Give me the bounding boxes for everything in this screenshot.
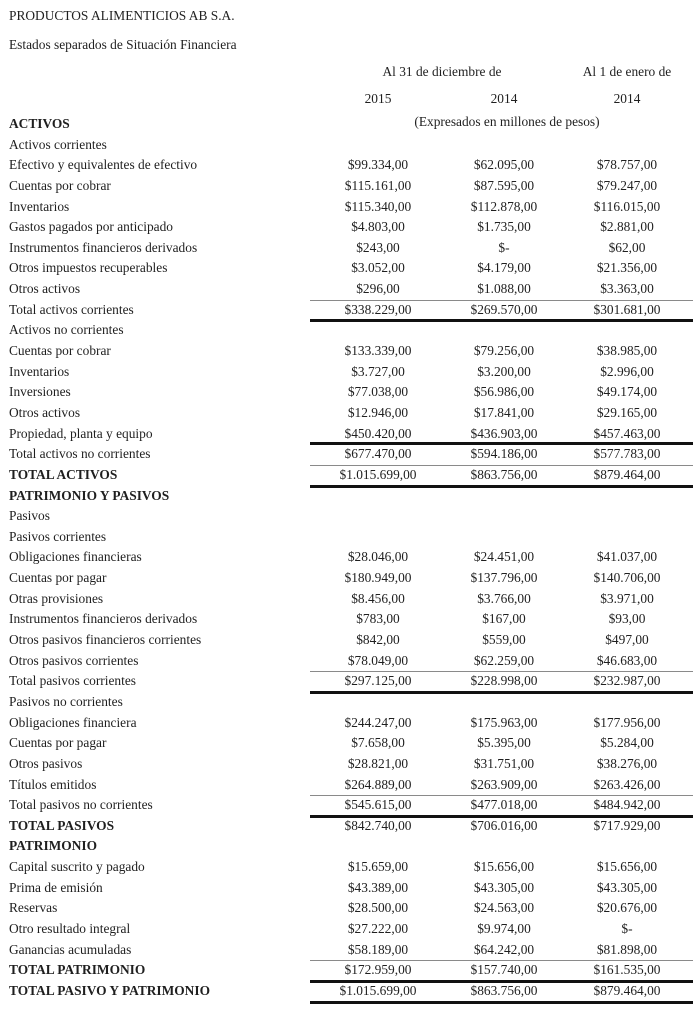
row-value-col-1: $28.821,00 — [347, 755, 409, 771]
row-label: Instrumentos financieros derivados — [9, 611, 198, 627]
row-value-col-1: $8.456,00 — [351, 590, 405, 606]
table-row — [0, 300, 700, 321]
table-row — [0, 238, 700, 259]
rule-above — [310, 960, 693, 961]
row-value-col-1: $264.889,00 — [344, 776, 412, 792]
row-label: Prima de emisión — [9, 879, 103, 895]
row-value-col-1: $296,00 — [356, 281, 400, 297]
row-value-col-2: $269.570,00 — [470, 301, 538, 317]
row-value-col-3: $46.683,00 — [596, 652, 658, 668]
row-value-col-2: $863.756,00 — [470, 466, 538, 482]
table-row — [0, 651, 700, 672]
row-value-col-3: $43.305,00 — [596, 879, 658, 895]
table-row — [0, 878, 700, 899]
table-row — [0, 816, 700, 837]
row-value-col-3: $879.464,00 — [593, 982, 661, 998]
row-label: TOTAL PATRIMONIO — [9, 962, 146, 978]
rule-above — [310, 795, 693, 796]
row-label: Ganancias acumuladas — [9, 941, 132, 957]
row-value-col-1: $338.229,00 — [344, 301, 412, 317]
table-row — [0, 836, 700, 857]
row-value-col-1: $842.740,00 — [344, 817, 412, 833]
row-label: Títulos emitidos — [9, 776, 97, 792]
row-value-col-3: $38.276,00 — [596, 755, 658, 771]
table-row — [0, 547, 700, 568]
row-label: TOTAL PASIVO Y PATRIMONIO — [9, 982, 210, 998]
row-value-col-1: $244.247,00 — [344, 714, 412, 730]
row-label: Propiedad, planta y equipo — [9, 425, 153, 441]
row-label: Otros pasivos corrientes — [9, 652, 139, 668]
row-value-col-1: $28.046,00 — [347, 549, 409, 565]
row-value-col-2: $62.095,00 — [473, 157, 535, 173]
table-row — [0, 940, 700, 961]
row-label: Total activos corrientes — [9, 301, 134, 317]
row-value-col-1: $133.339,00 — [344, 343, 412, 359]
row-value-col-2: $3.766,00 — [477, 590, 531, 606]
row-value-col-3: $232.987,00 — [593, 673, 661, 689]
row-label: Obligaciones financiera — [9, 714, 137, 730]
row-value-col-1: $783,00 — [356, 611, 400, 627]
row-value-col-2: $706.016,00 — [470, 817, 538, 833]
period-header-december: Al 31 de diciembre de — [382, 64, 502, 79]
row-value-col-3: $717.929,00 — [593, 817, 661, 833]
row-value-col-1: $28.500,00 — [347, 900, 409, 916]
row-label: Total pasivos no corrientes — [9, 797, 153, 813]
row-value-col-3: $2.996,00 — [600, 363, 654, 379]
row-label: Cuentas por cobrar — [9, 343, 111, 359]
row-value-col-2: $137.796,00 — [470, 570, 538, 586]
row-value-col-2: $24.563,00 — [473, 900, 535, 916]
row-label: Gastos pagados por anticipado — [9, 219, 173, 235]
row-value-col-2: $79.256,00 — [473, 343, 535, 359]
row-value-col-3: $3.971,00 — [600, 590, 654, 606]
row-label: TOTAL PASIVOS — [9, 817, 115, 833]
row-value-col-3: $15.656,00 — [596, 859, 658, 875]
row-value-col-3: $49.174,00 — [596, 384, 658, 400]
table-row — [0, 981, 700, 1002]
row-value-col-3: $577.783,00 — [593, 446, 661, 462]
rule-below — [310, 1001, 693, 1004]
table-row — [0, 320, 700, 341]
row-value-col-2: $17.841,00 — [473, 404, 535, 420]
row-value-col-2: $1.088,00 — [477, 281, 531, 297]
row-value-col-1: $4.803,00 — [351, 219, 405, 235]
row-label: TOTAL ACTIVOS — [9, 466, 118, 482]
table-row — [0, 733, 700, 754]
row-value-col-1: $297.125,00 — [344, 673, 412, 689]
row-value-col-2: $228.998,00 — [470, 673, 538, 689]
year-header-2015: 2015 — [364, 91, 392, 106]
table-row — [0, 197, 700, 218]
table-row — [0, 279, 700, 300]
row-value-col-1: $78.049,00 — [347, 652, 409, 668]
row-value-col-2: $175.963,00 — [470, 714, 538, 730]
row-label: Pasivos no corrientes — [9, 693, 123, 709]
row-value-col-2: $9.974,00 — [477, 920, 531, 936]
row-value-col-1: $677.470,00 — [344, 446, 412, 462]
company-name: PRODUCTOS ALIMENTICIOS AB S.A. — [9, 8, 235, 23]
row-value-col-3: $93,00 — [608, 611, 646, 627]
row-value-col-2: $263.909,00 — [470, 776, 538, 792]
table-row — [0, 424, 700, 445]
units-note: (Expresados en millones de pesos) — [414, 114, 600, 129]
row-value-col-3: $21.356,00 — [596, 260, 658, 276]
row-value-col-2: $43.305,00 — [473, 879, 535, 895]
row-value-col-3: $497,00 — [605, 632, 649, 648]
row-value-col-3: $41.037,00 — [596, 549, 658, 565]
row-label: Cuentas por pagar — [9, 570, 107, 586]
table-row — [0, 341, 700, 362]
row-label: Efectivo y equivalentes de efectivo — [9, 157, 198, 173]
row-label: Total activos no corrientes — [9, 446, 151, 462]
row-value-col-2: $5.395,00 — [477, 735, 531, 751]
table-row — [0, 506, 700, 527]
row-value-col-3: $879.464,00 — [593, 466, 661, 482]
row-value-col-3: $161.535,00 — [593, 962, 661, 978]
row-value-col-1: $545.615,00 — [344, 797, 412, 813]
row-label: Otros pasivos financieros corrientes — [9, 632, 202, 648]
row-label: Otros activos — [9, 404, 81, 420]
row-value-col-1: $99.334,00 — [347, 157, 409, 173]
row-value-col-1: $243,00 — [356, 239, 400, 255]
table-row — [0, 135, 700, 156]
row-value-col-3: $116.015,00 — [593, 198, 661, 214]
row-value-col-3: $301.681,00 — [593, 301, 661, 317]
row-value-col-2: $1.735,00 — [477, 219, 531, 235]
row-label: ACTIVOS — [9, 116, 70, 131]
balance-sheet-table — [0, 114, 700, 1002]
table-row — [0, 692, 700, 713]
table-row — [0, 465, 700, 486]
table-row — [0, 609, 700, 630]
row-value-col-1: $27.222,00 — [347, 920, 409, 936]
row-label: Otros pasivos — [9, 755, 83, 771]
row-label: Otro resultado integral — [9, 920, 131, 936]
row-value-col-1: $3.727,00 — [351, 363, 405, 379]
table-row — [0, 403, 700, 424]
row-value-col-2: $112.878,00 — [470, 198, 538, 214]
table-row — [0, 589, 700, 610]
row-value-col-3: $20.676,00 — [596, 900, 658, 916]
row-value-col-1: $1.015.699,00 — [339, 982, 417, 998]
row-label: Obligaciones financieras — [9, 549, 142, 565]
row-label: Reservas — [9, 900, 58, 916]
row-value-col-1: $15.659,00 — [347, 859, 409, 875]
table-row — [0, 114, 700, 135]
table-row — [0, 155, 700, 176]
table-row — [0, 754, 700, 775]
table-row — [0, 795, 700, 816]
row-value-col-3: $29.165,00 — [596, 404, 658, 420]
table-row — [0, 527, 700, 548]
row-label: Cuentas por pagar — [9, 735, 107, 751]
table-row — [0, 382, 700, 403]
row-value-col-2: $56.986,00 — [473, 384, 535, 400]
row-value-col-3: $177.956,00 — [593, 714, 661, 730]
row-label: Activos no corrientes — [9, 322, 124, 338]
row-value-col-2: $3.200,00 — [477, 363, 531, 379]
row-value-col-3: $457.463,00 — [593, 425, 661, 441]
row-label: Inventarios — [9, 363, 70, 379]
year-header-2014-jan: 2014 — [613, 91, 641, 106]
row-label: Otros impuestos recuperables — [9, 260, 168, 276]
row-value-col-2: $4.179,00 — [477, 260, 531, 276]
row-value-col-2: $24.451,00 — [473, 549, 535, 565]
row-value-col-1: $77.038,00 — [347, 384, 409, 400]
row-value-col-3: $78.757,00 — [596, 157, 658, 173]
row-value-col-2: $64.242,00 — [473, 941, 535, 957]
table-row — [0, 671, 700, 692]
row-value-col-2: $31.751,00 — [473, 755, 535, 771]
table-row — [0, 960, 700, 981]
row-value-col-1: $450.420,00 — [344, 425, 412, 441]
row-label: PATRIMONIO Y PASIVOS — [9, 487, 170, 503]
row-value-col-1: $43.389,00 — [347, 879, 409, 895]
row-value-col-3: $5.284,00 — [600, 735, 654, 751]
row-value-col-3: $38.985,00 — [596, 343, 658, 359]
row-value-col-1: $12.946,00 — [347, 404, 409, 420]
year-header-2014-dec: 2014 — [490, 91, 518, 106]
row-value-col-3: $2.881,00 — [600, 219, 654, 235]
row-value-col-1: $115.161,00 — [344, 177, 412, 193]
table-row — [0, 444, 700, 465]
row-value-col-1: $115.340,00 — [344, 198, 412, 214]
table-row — [0, 775, 700, 796]
row-label: Otros activos — [9, 281, 81, 297]
row-value-col-3: $- — [621, 920, 633, 936]
row-value-col-2: $477.018,00 — [470, 797, 538, 813]
row-label: Inventarios — [9, 198, 70, 214]
table-row — [0, 713, 700, 734]
table-row — [0, 857, 700, 878]
row-value-col-1: $842,00 — [356, 632, 400, 648]
row-value-col-1: $180.949,00 — [344, 570, 412, 586]
row-value-col-2: $15.656,00 — [473, 859, 535, 875]
row-label: Pasivos — [9, 508, 50, 524]
period-header-january: Al 1 de enero de — [582, 64, 672, 79]
row-value-col-1: $3.052,00 — [351, 260, 405, 276]
row-value-col-2: $863.756,00 — [470, 982, 538, 998]
table-row — [0, 919, 700, 940]
row-value-col-1: $7.658,00 — [351, 735, 405, 751]
row-label: Pasivos corrientes — [9, 528, 107, 544]
row-label: Otras provisiones — [9, 590, 104, 606]
row-value-col-2: $87.595,00 — [473, 177, 535, 193]
row-value-col-3: $62,00 — [608, 239, 646, 255]
row-value-col-2: $436.903,00 — [470, 425, 538, 441]
row-value-col-1: $172.959,00 — [344, 962, 412, 978]
table-row — [0, 258, 700, 279]
row-value-col-3: $79.247,00 — [596, 177, 658, 193]
table-row — [0, 486, 700, 507]
row-value-col-2: $157.740,00 — [470, 962, 538, 978]
row-label: Activos corrientes — [9, 136, 107, 152]
rule-above — [310, 671, 693, 672]
statement-title: Estados separados de Situación Financiera — [9, 37, 237, 52]
row-value-col-3: $3.363,00 — [600, 281, 654, 297]
row-value-col-2: $167,00 — [482, 611, 526, 627]
row-label: Cuentas por cobrar — [9, 177, 111, 193]
row-value-col-1: $58.189,00 — [347, 941, 409, 957]
row-value-col-2: $594.186,00 — [470, 446, 538, 462]
row-label: Instrumentos financieros derivados — [9, 239, 198, 255]
rule-above — [310, 465, 693, 466]
row-label: Capital suscrito y pagado — [9, 859, 145, 875]
row-value-col-3: $140.706,00 — [593, 570, 661, 586]
rule-above — [310, 300, 693, 301]
table-row — [0, 176, 700, 197]
row-value-col-1: $1.015.699,00 — [339, 466, 417, 482]
row-label: Total pasivos corrientes — [9, 673, 136, 689]
table-row — [0, 217, 700, 238]
table-row — [0, 362, 700, 383]
row-value-col-2: $62.259,00 — [473, 652, 535, 668]
row-value-col-3: $263.426,00 — [593, 776, 661, 792]
row-label: PATRIMONIO — [9, 838, 98, 854]
row-label: Inversiones — [9, 384, 71, 400]
table-row — [0, 898, 700, 919]
table-row — [0, 568, 700, 589]
row-value-col-2: $- — [498, 239, 510, 255]
rule-above — [310, 442, 693, 445]
row-value-col-3: $484.942,00 — [593, 797, 661, 813]
row-value-col-2: $559,00 — [482, 632, 526, 648]
table-row — [0, 630, 700, 651]
row-value-col-3: $81.898,00 — [596, 941, 658, 957]
